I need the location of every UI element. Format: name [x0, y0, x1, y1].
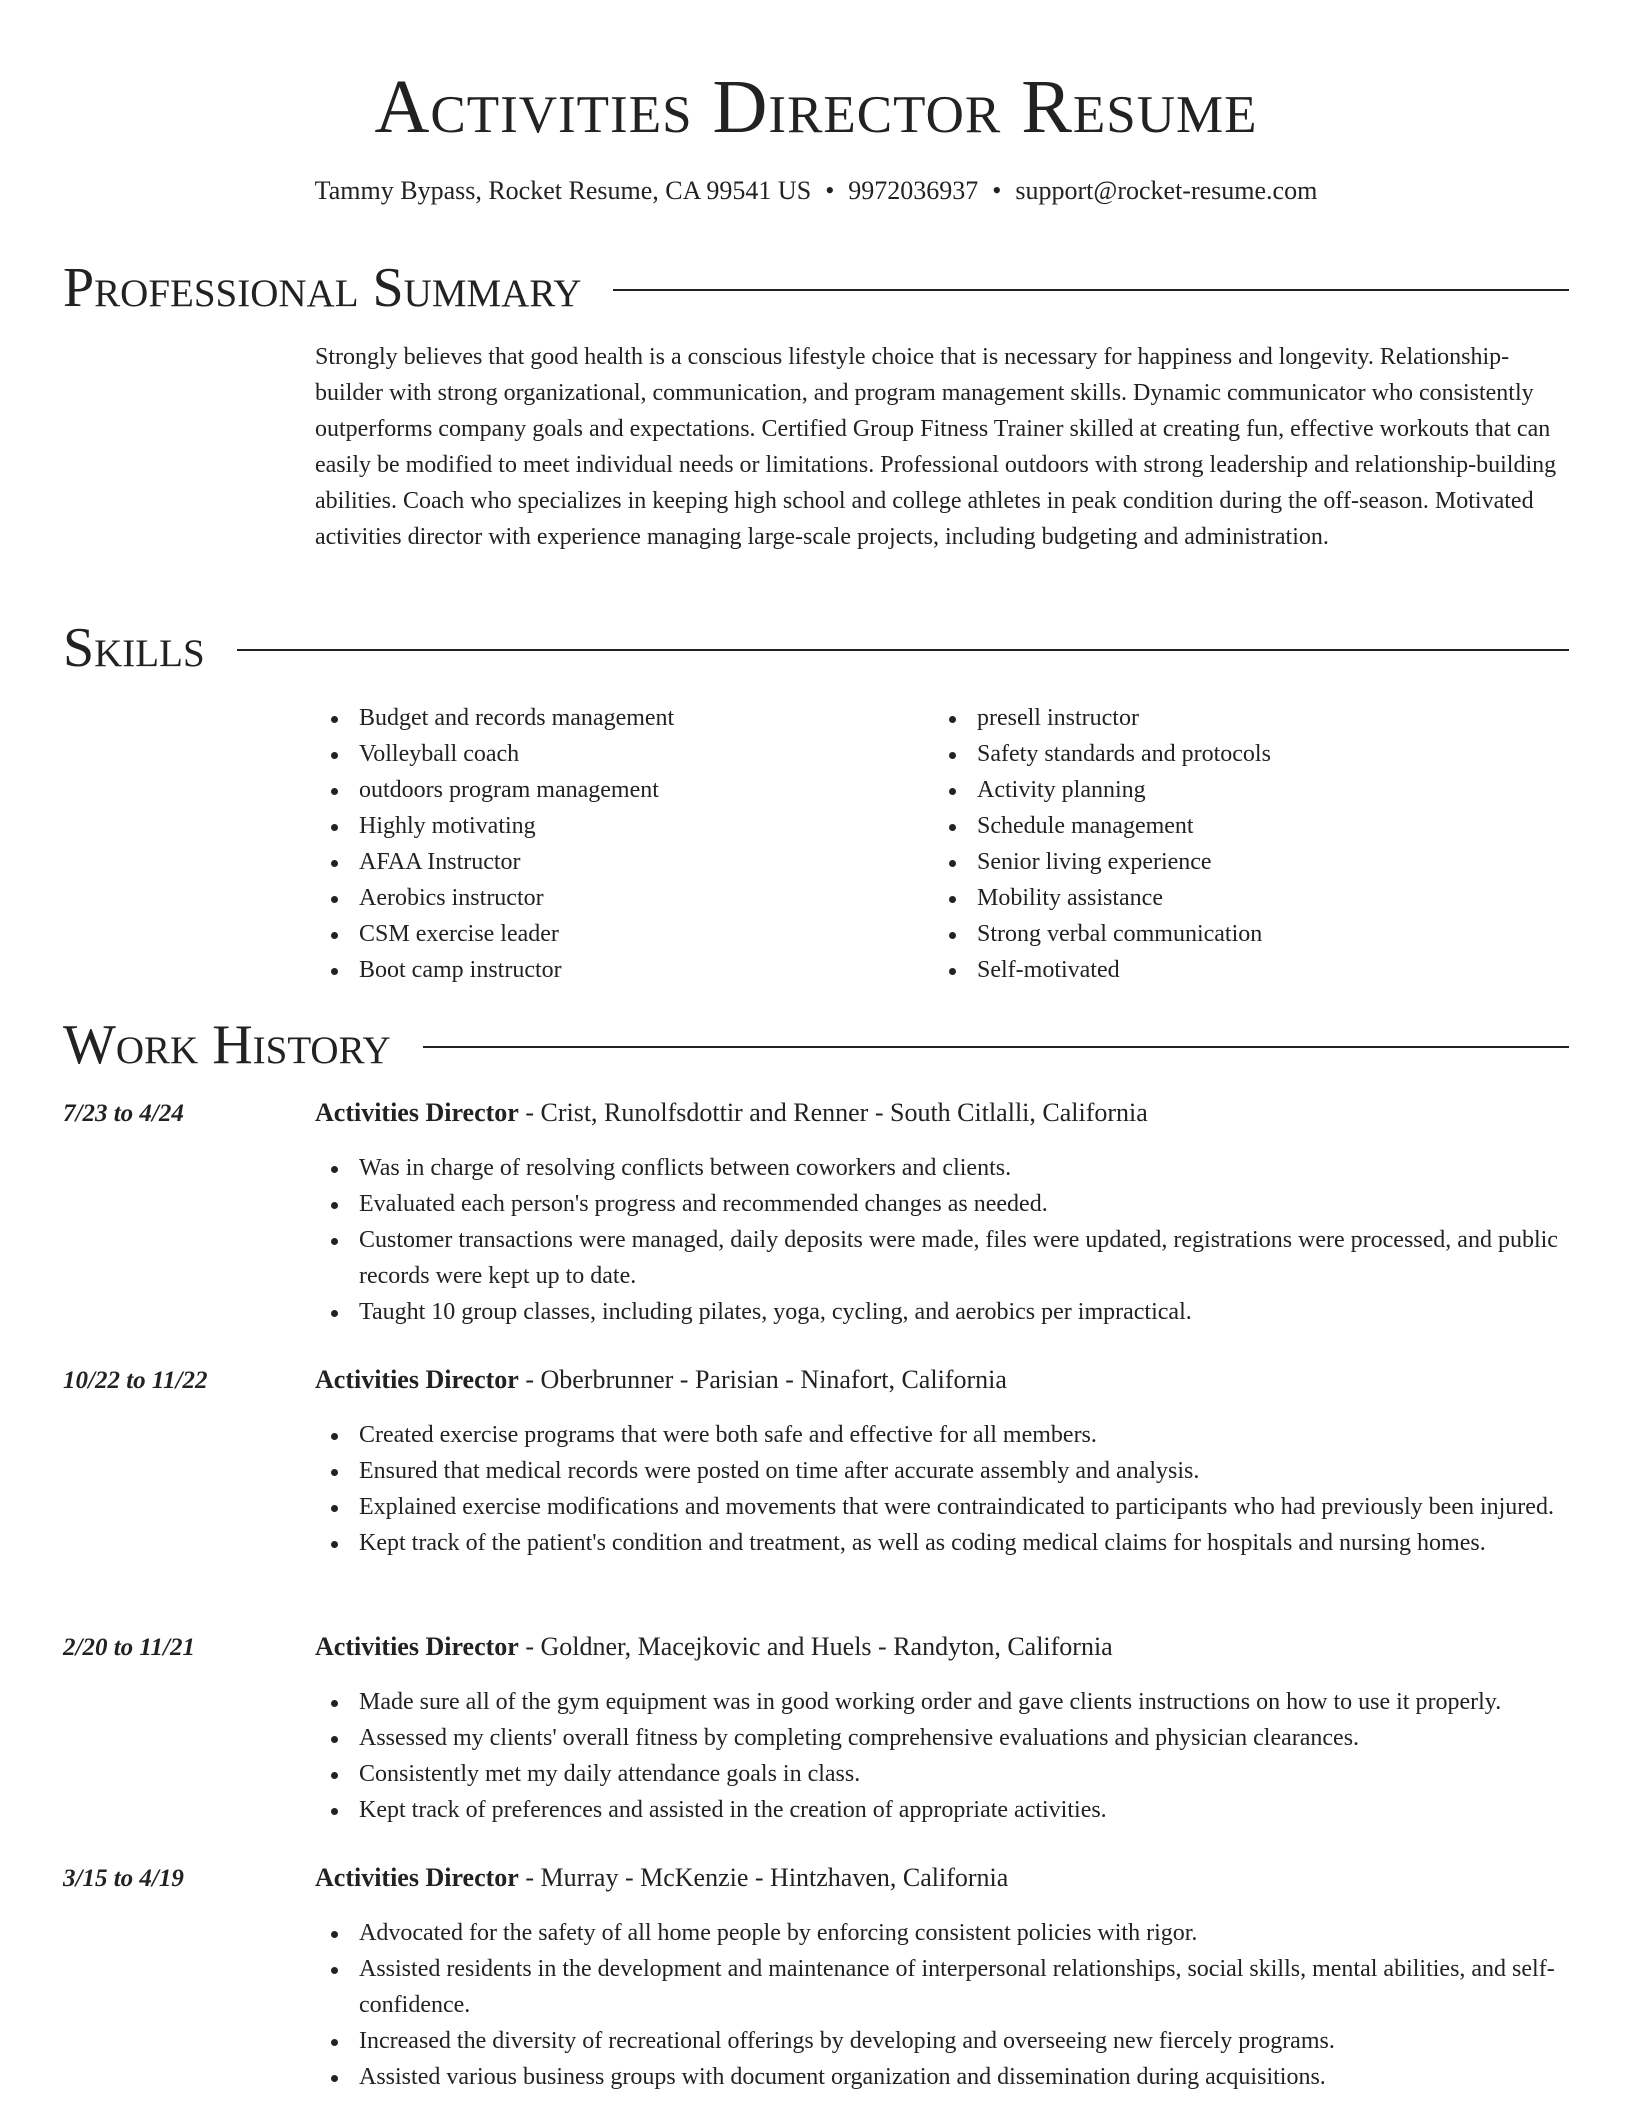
job-bullet: Ensured that medical records were posted on time after accurate assembly and analysis.	[315, 1453, 1571, 1489]
job-bullet: Assisted various business groups with document organization and dissemination during acquisitions.	[315, 2059, 1571, 2095]
skills-heading: Skills	[63, 617, 205, 679]
skill-item: AFAA Instructor	[315, 844, 933, 880]
job-role: Activities Director	[315, 1098, 519, 1127]
job-title-line	[315, 1629, 1113, 1665]
skill-item: presell instructor	[933, 700, 1551, 736]
job-bullet: Made sure all of the gym equipment was in good working order and gave clients instructions on how to use it properly.	[315, 1684, 1571, 1720]
summary-text: Strongly believes that good health is a conscious lifestyle choice that is necessary for happiness and longevity. Relationship-builder with strong organizational, communication, and program management skills. Dynamic communicator who consistently outperforms company goals and expectations. Certified Group Fitness Trainer skilled at creating fun, effective workouts that can easily be modified to meet individual needs or limitations. Professional outdoors with strong leadership and relationship-building abilities. Coach who specializes in keeping high school and college athletes in peak condition during the off-season. Motivated activities director with experience managing large-scale projects, including budgeting and administration.	[315, 344, 1557, 550]
skills-section-header	[63, 616, 1569, 680]
job-bullet: Kept track of preferences and assisted in the creation of appropriate activities.	[315, 1792, 1571, 1828]
job-bullets	[315, 1684, 1571, 1828]
skill-item: Mobility assistance	[933, 880, 1551, 916]
job-bullet: Consistently met my daily attendance goals in class.	[315, 1756, 1571, 1792]
job-bullet: Customer transactions were managed, daily deposits were made, files were updated, registrations were processed, and public records were kept up to date.	[315, 1222, 1571, 1294]
skills-list	[315, 700, 1571, 988]
skill-item: Self-motivated	[933, 952, 1551, 988]
job-bullet: Taught 10 group classes, including pilates, yoga, cycling, and aerobics per impractical.	[315, 1294, 1571, 1330]
job-employer: - Oberbrunner - Parisian - Ninafort, California	[518, 1365, 1007, 1394]
job-entry	[63, 1362, 1569, 1561]
resume-title: Activities Director Resume	[374, 65, 1258, 149]
job-dates: 2/20 to 11/21	[63, 1634, 195, 1661]
job-dates: 3/15 to 4/19	[63, 1865, 184, 1892]
work-heading: Work History	[63, 1014, 391, 1076]
job-bullet: Advocated for the safety of all home people by enforcing consistent policies with rigor.	[315, 1915, 1571, 1951]
contact-line	[0, 174, 1632, 208]
contact-address: Tammy Bypass, Rocket Resume, CA 99541 US	[314, 176, 812, 205]
job-title-line	[315, 1362, 1007, 1398]
contact-separator: •	[825, 176, 835, 205]
job-entry	[63, 1095, 1569, 1330]
work-section-header	[63, 1013, 1569, 1077]
skill-item: Safety standards and protocols	[933, 736, 1551, 772]
job-bullets	[315, 1915, 1571, 2095]
skill-item: Budget and records management	[315, 700, 933, 736]
job-bullets	[315, 1150, 1571, 1330]
section-divider	[613, 289, 1569, 291]
job-role: Activities Director	[315, 1863, 519, 1892]
skill-item: Highly motivating	[315, 808, 933, 844]
job-dates: 7/23 to 4/24	[63, 1100, 184, 1127]
skill-item: Schedule management	[933, 808, 1551, 844]
skill-item: Senior living experience	[933, 844, 1551, 880]
job-bullet: Was in charge of resolving conflicts between coworkers and clients.	[315, 1150, 1571, 1186]
contact-separator: •	[992, 176, 1002, 205]
job-bullet: Explained exercise modifications and movements that were contraindicated to participants who had previously been injured.	[315, 1489, 1571, 1525]
section-divider	[237, 649, 1569, 651]
job-entry	[63, 1860, 1569, 2095]
job-bullet: Assisted residents in the development and maintenance of interpersonal relationships, social skills, mental abilities, and self-confidence.	[315, 1951, 1571, 2023]
skill-item: Boot camp instructor	[315, 952, 933, 988]
job-dates: 10/22 to 11/22	[63, 1367, 208, 1394]
section-divider	[423, 1046, 1569, 1048]
job-entry	[63, 1629, 1569, 1828]
skill-item: Strong verbal communication	[933, 916, 1551, 952]
contact-email: support@rocket-resume.com	[1015, 176, 1318, 205]
job-title-line	[315, 1860, 1008, 1896]
skill-item: Volleyball coach	[315, 736, 933, 772]
job-employer: - Goldner, Macejkovic and Huels - Randyton, California	[518, 1632, 1113, 1661]
skill-item: outdoors program management	[315, 772, 933, 808]
job-employer: - Murray - McKenzie - Hintzhaven, California	[518, 1863, 1009, 1892]
job-bullet: Evaluated each person's progress and recommended changes as needed.	[315, 1186, 1571, 1222]
job-role: Activities Director	[315, 1632, 519, 1661]
skill-item: CSM exercise leader	[315, 916, 933, 952]
job-role: Activities Director	[315, 1365, 519, 1394]
job-bullet: Created exercise programs that were both safe and effective for all members.	[315, 1417, 1571, 1453]
skill-item: Aerobics instructor	[315, 880, 933, 916]
job-bullet: Kept track of the patient's condition and treatment, as well as coding medical claims for hospitals and nursing homes.	[315, 1525, 1571, 1561]
job-bullets	[315, 1417, 1571, 1561]
skills-column-left	[315, 700, 933, 988]
summary-section-header	[63, 256, 1569, 320]
skills-column-right	[933, 700, 1551, 988]
job-bullet: Assessed my clients' overall fitness by completing comprehensive evaluations and physician clearances.	[315, 1720, 1571, 1756]
summary-heading: Professional Summary	[63, 257, 582, 319]
job-bullet: Increased the diversity of recreational offerings by developing and overseeing new fiercely programs.	[315, 2023, 1571, 2059]
contact-phone: 9972036937	[848, 176, 979, 205]
job-title-line	[315, 1095, 1148, 1131]
job-employer: - Crist, Runolfsdottir and Renner - South Citlalli, California	[518, 1098, 1148, 1127]
skill-item: Activity planning	[933, 772, 1551, 808]
